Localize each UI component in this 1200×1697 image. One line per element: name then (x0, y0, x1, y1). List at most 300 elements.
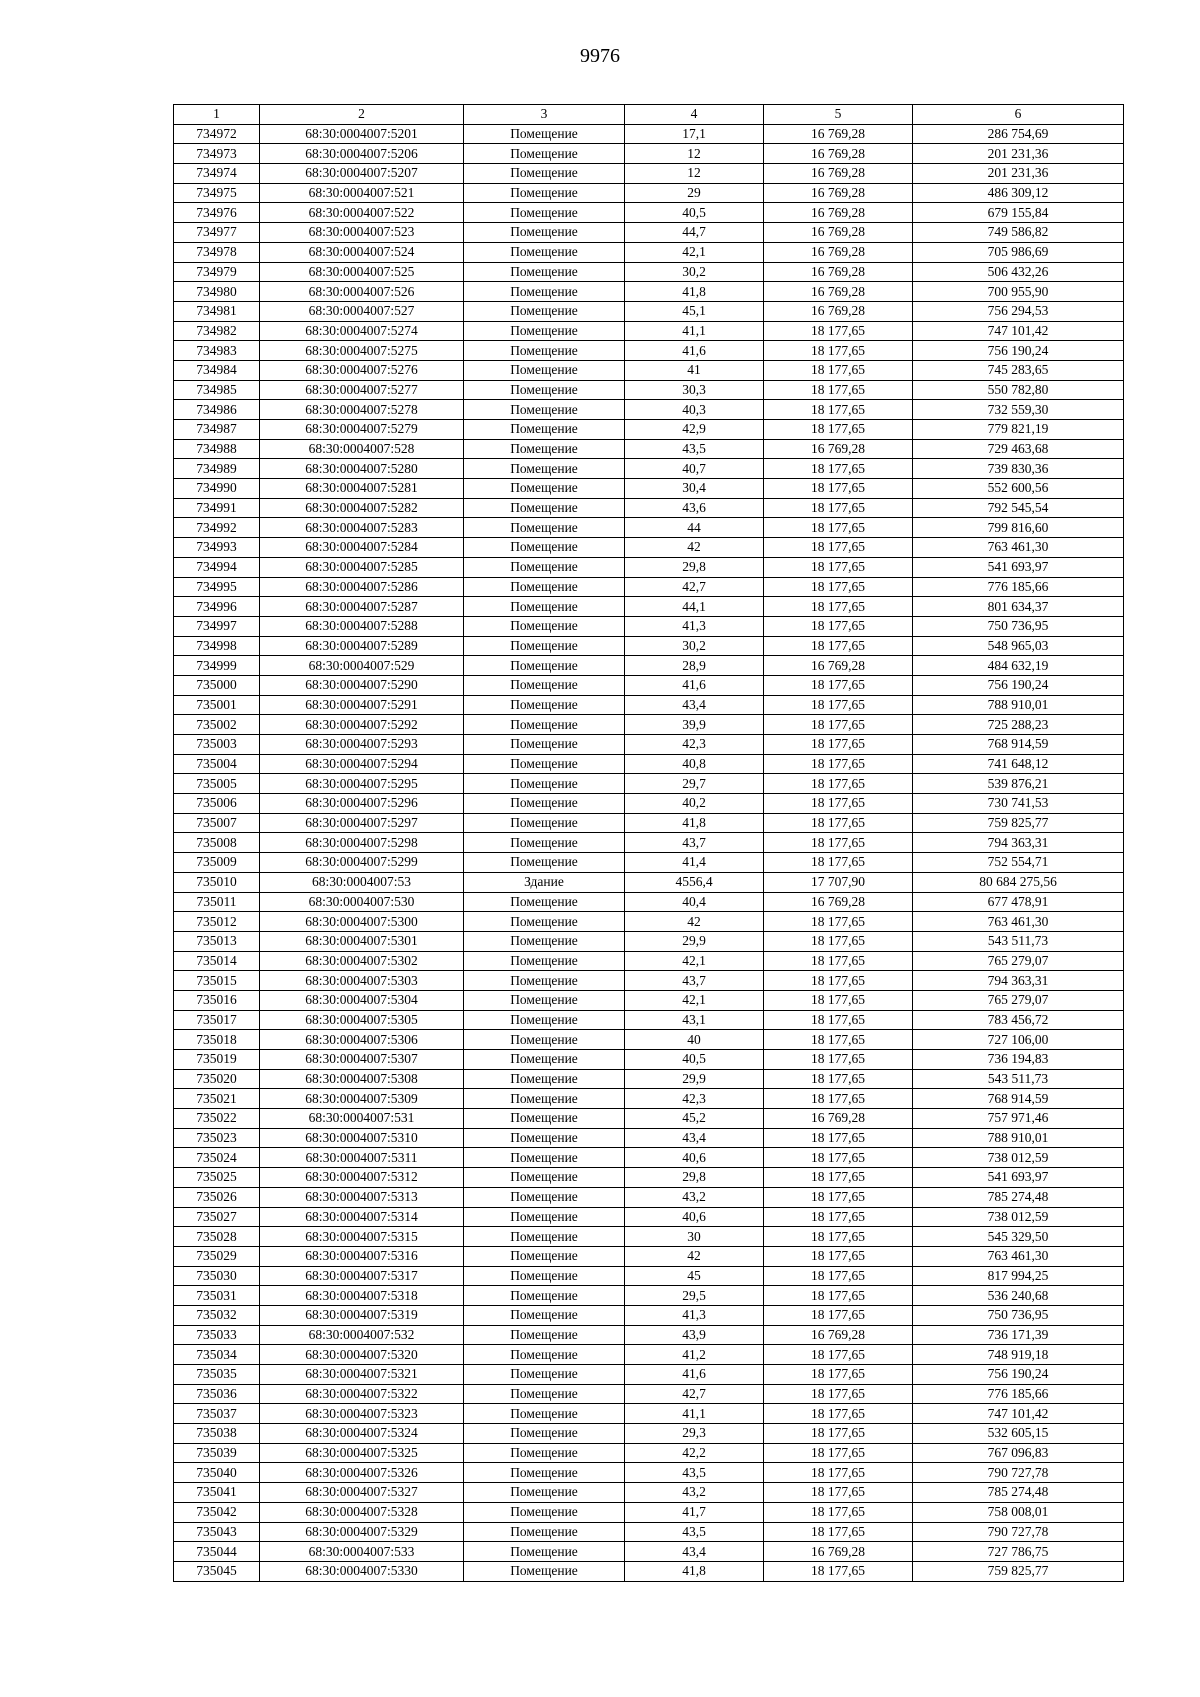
cell-specific-value: 18 177,65 (764, 518, 913, 538)
cell-specific-value: 18 177,65 (764, 813, 913, 833)
cell-specific-value: 18 177,65 (764, 1404, 913, 1424)
table-row (174, 203, 1124, 223)
cell-cadastral-value: 700 955,90 (913, 282, 1124, 302)
cell-specific-value: 18 177,65 (764, 1365, 913, 1385)
column-header: 3 (464, 105, 625, 125)
cell-cadastral-number: 68:30:0004007:5322 (260, 1384, 464, 1404)
cell-object-type: Помещение (464, 1168, 625, 1188)
cell-object-type: Помещение (464, 164, 625, 184)
cell-area: 29,3 (625, 1424, 764, 1444)
cell-area: 41 (625, 360, 764, 380)
cell-cadastral-value: 788 910,01 (913, 695, 1124, 715)
cell-specific-value: 16 769,28 (764, 1325, 913, 1345)
cell-cadastral-value: 776 185,66 (913, 577, 1124, 597)
cell-specific-value: 18 177,65 (764, 1345, 913, 1365)
cell-specific-value: 18 177,65 (764, 616, 913, 636)
cell-cadastral-number: 68:30:0004007:521 (260, 183, 464, 203)
cell-area: 41,6 (625, 1365, 764, 1385)
cell-object-type: Помещение (464, 1207, 625, 1227)
cell-specific-value: 18 177,65 (764, 1050, 913, 1070)
cell-specific-value: 18 177,65 (764, 1089, 913, 1109)
cell-number: 735005 (174, 774, 260, 794)
cell-area: 43,1 (625, 1010, 764, 1030)
cell-area: 42 (625, 1246, 764, 1266)
cell-area: 41,2 (625, 1345, 764, 1365)
page-number: 9976 (580, 45, 620, 67)
cell-specific-value: 18 177,65 (764, 990, 913, 1010)
cell-object-type: Помещение (464, 242, 625, 262)
cell-number: 735018 (174, 1030, 260, 1050)
cell-cadastral-value: 790 727,78 (913, 1463, 1124, 1483)
cell-cadastral-number: 68:30:0004007:5318 (260, 1286, 464, 1306)
cell-cadastral-number: 68:30:0004007:5301 (260, 931, 464, 951)
cell-cadastral-value: 736 171,39 (913, 1325, 1124, 1345)
cell-cadastral-value: 201 231,36 (913, 164, 1124, 184)
cell-number: 735006 (174, 794, 260, 814)
cell-number: 735009 (174, 853, 260, 873)
table-row (174, 931, 1124, 951)
cell-object-type: Помещение (464, 1502, 625, 1522)
table-row (174, 479, 1124, 499)
table-row (174, 695, 1124, 715)
cell-object-type: Помещение (464, 183, 625, 203)
table-row (174, 853, 1124, 873)
cell-number: 735042 (174, 1502, 260, 1522)
column-header: 5 (764, 105, 913, 125)
table-row (174, 1522, 1124, 1542)
cell-number: 734994 (174, 557, 260, 577)
cell-cadastral-value: 729 463,68 (913, 439, 1124, 459)
cell-cadastral-value: 776 185,66 (913, 1384, 1124, 1404)
cell-cadastral-number: 68:30:0004007:5323 (260, 1404, 464, 1424)
cell-cadastral-value: 763 461,30 (913, 912, 1124, 932)
table-row (174, 1148, 1124, 1168)
cell-cadastral-number: 68:30:0004007:529 (260, 656, 464, 676)
table-row (174, 872, 1124, 892)
cell-cadastral-number: 68:30:0004007:5289 (260, 636, 464, 656)
cell-specific-value: 16 769,28 (764, 262, 913, 282)
cell-object-type: Помещение (464, 990, 625, 1010)
table-row (174, 164, 1124, 184)
cell-area: 30,4 (625, 479, 764, 499)
cell-specific-value: 18 177,65 (764, 1522, 913, 1542)
table-row (174, 1443, 1124, 1463)
cell-cadastral-number: 68:30:0004007:5278 (260, 400, 464, 420)
cell-number: 735038 (174, 1424, 260, 1444)
cell-object-type: Помещение (464, 1030, 625, 1050)
cell-area: 41,4 (625, 853, 764, 873)
table-row (174, 262, 1124, 282)
cell-specific-value: 18 177,65 (764, 931, 913, 951)
cell-object-type: Помещение (464, 1089, 625, 1109)
cell-object-type: Помещение (464, 695, 625, 715)
cell-cadastral-number: 68:30:0004007:524 (260, 242, 464, 262)
cell-object-type: Помещение (464, 1305, 625, 1325)
cell-area: 43,4 (625, 1128, 764, 1148)
cell-cadastral-number: 68:30:0004007:5279 (260, 420, 464, 440)
cell-number: 735007 (174, 813, 260, 833)
table-row (174, 636, 1124, 656)
cell-specific-value: 18 177,65 (764, 1266, 913, 1286)
table-row (174, 1207, 1124, 1227)
cell-cadastral-number: 68:30:0004007:5306 (260, 1030, 464, 1050)
table-row (174, 1010, 1124, 1030)
cell-number: 735032 (174, 1305, 260, 1325)
cell-object-type: Помещение (464, 1128, 625, 1148)
cell-cadastral-number: 68:30:0004007:5286 (260, 577, 464, 597)
cell-number: 735036 (174, 1384, 260, 1404)
cell-number: 735040 (174, 1463, 260, 1483)
cell-cadastral-value: 817 994,25 (913, 1266, 1124, 1286)
cell-area: 42,1 (625, 242, 764, 262)
cell-specific-value: 18 177,65 (764, 380, 913, 400)
cell-cadastral-number: 68:30:0004007:5315 (260, 1227, 464, 1247)
cell-cadastral-value: 749 586,82 (913, 223, 1124, 243)
cell-area: 30 (625, 1227, 764, 1247)
cell-cadastral-number: 68:30:0004007:5325 (260, 1443, 464, 1463)
table-row (174, 282, 1124, 302)
cell-cadastral-number: 68:30:0004007:5329 (260, 1522, 464, 1542)
table-row (174, 951, 1124, 971)
cell-cadastral-value: 756 190,24 (913, 1365, 1124, 1385)
cell-specific-value: 17 707,90 (764, 872, 913, 892)
cell-cadastral-number: 68:30:0004007:530 (260, 892, 464, 912)
cell-area: 42,3 (625, 1089, 764, 1109)
cell-specific-value: 18 177,65 (764, 794, 913, 814)
cell-cadastral-value: 788 910,01 (913, 1128, 1124, 1148)
cell-area: 40,5 (625, 1050, 764, 1070)
cell-cadastral-number: 68:30:0004007:5293 (260, 735, 464, 755)
cell-cadastral-value: 757 971,46 (913, 1109, 1124, 1129)
cell-cadastral-value: 736 194,83 (913, 1050, 1124, 1070)
cell-object-type: Помещение (464, 203, 625, 223)
cell-cadastral-value: 765 279,07 (913, 990, 1124, 1010)
cell-cadastral-value: 741 648,12 (913, 754, 1124, 774)
cell-specific-value: 18 177,65 (764, 1384, 913, 1404)
cell-area: 42,1 (625, 951, 764, 971)
table-row (174, 420, 1124, 440)
cell-cadastral-number: 68:30:0004007:5311 (260, 1148, 464, 1168)
cell-number: 734992 (174, 518, 260, 538)
cell-area: 29,8 (625, 1168, 764, 1188)
table-row (174, 1246, 1124, 1266)
cell-area: 40,5 (625, 203, 764, 223)
column-header: 2 (260, 105, 464, 125)
cell-area: 41,6 (625, 675, 764, 695)
cell-number: 734990 (174, 479, 260, 499)
cell-cadastral-number: 68:30:0004007:5281 (260, 479, 464, 499)
cell-object-type: Помещение (464, 1561, 625, 1581)
cell-area: 43,7 (625, 971, 764, 991)
table-row (174, 223, 1124, 243)
cell-cadastral-number: 68:30:0004007:526 (260, 282, 464, 302)
cell-specific-value: 18 177,65 (764, 360, 913, 380)
cell-number: 735001 (174, 695, 260, 715)
cell-specific-value: 18 177,65 (764, 321, 913, 341)
cell-cadastral-number: 68:30:0004007:5304 (260, 990, 464, 1010)
table-row (174, 1325, 1124, 1345)
cell-number: 735045 (174, 1561, 260, 1581)
cell-number: 734999 (174, 656, 260, 676)
cell-area: 44 (625, 518, 764, 538)
cell-area: 41,8 (625, 282, 764, 302)
table-row (174, 242, 1124, 262)
cell-area: 41,3 (625, 616, 764, 636)
cell-object-type: Помещение (464, 1483, 625, 1503)
cell-object-type: Помещение (464, 1050, 625, 1070)
cell-object-type: Помещение (464, 577, 625, 597)
cell-cadastral-value: 543 511,73 (913, 931, 1124, 951)
cell-specific-value: 18 177,65 (764, 1286, 913, 1306)
cell-number: 735003 (174, 735, 260, 755)
cell-specific-value: 18 177,65 (764, 557, 913, 577)
cell-area: 29,7 (625, 774, 764, 794)
table-row (174, 360, 1124, 380)
cell-number: 734975 (174, 183, 260, 203)
cell-cadastral-number: 68:30:0004007:5302 (260, 951, 464, 971)
cell-cadastral-number: 68:30:0004007:5321 (260, 1365, 464, 1385)
cell-object-type: Помещение (464, 538, 625, 558)
cell-cadastral-number: 68:30:0004007:525 (260, 262, 464, 282)
cell-object-type: Помещение (464, 1365, 625, 1385)
cell-specific-value: 18 177,65 (764, 597, 913, 617)
cell-specific-value: 18 177,65 (764, 498, 913, 518)
cell-object-type: Помещение (464, 282, 625, 302)
table-row (174, 794, 1124, 814)
cell-cadastral-value: 747 101,42 (913, 1404, 1124, 1424)
cell-specific-value: 18 177,65 (764, 1010, 913, 1030)
cell-area: 40,4 (625, 892, 764, 912)
cell-cadastral-number: 68:30:0004007:5310 (260, 1128, 464, 1148)
table-row (174, 774, 1124, 794)
cell-cadastral-number: 68:30:0004007:5303 (260, 971, 464, 991)
cell-number: 735019 (174, 1050, 260, 1070)
cell-area: 42,2 (625, 1443, 764, 1463)
cell-cadastral-value: 794 363,31 (913, 971, 1124, 991)
cell-area: 42,7 (625, 577, 764, 597)
cell-cadastral-number: 68:30:0004007:5275 (260, 341, 464, 361)
cell-cadastral-value: 750 736,95 (913, 1305, 1124, 1325)
cell-cadastral-value: 727 106,00 (913, 1030, 1124, 1050)
table-row (174, 616, 1124, 636)
cell-object-type: Помещение (464, 1404, 625, 1424)
cell-object-type: Помещение (464, 1384, 625, 1404)
cell-cadastral-value: 768 914,59 (913, 1089, 1124, 1109)
cell-cadastral-value: 730 741,53 (913, 794, 1124, 814)
cell-cadastral-number: 68:30:0004007:532 (260, 1325, 464, 1345)
cell-specific-value: 18 177,65 (764, 1168, 913, 1188)
cell-area: 41,7 (625, 1502, 764, 1522)
table-row (174, 1109, 1124, 1129)
cell-specific-value: 16 769,28 (764, 124, 913, 144)
cell-object-type: Помещение (464, 360, 625, 380)
cell-area: 45,2 (625, 1109, 764, 1129)
cell-object-type: Помещение (464, 420, 625, 440)
cell-cadastral-value: 747 101,42 (913, 321, 1124, 341)
cell-area: 42 (625, 538, 764, 558)
cell-cadastral-number: 68:30:0004007:5328 (260, 1502, 464, 1522)
cell-cadastral-number: 68:30:0004007:523 (260, 223, 464, 243)
cell-area: 43,4 (625, 695, 764, 715)
cell-object-type: Помещение (464, 144, 625, 164)
cell-cadastral-value: 790 727,78 (913, 1522, 1124, 1542)
cell-number: 734997 (174, 616, 260, 636)
cell-number: 734993 (174, 538, 260, 558)
table-row (174, 1266, 1124, 1286)
table-row (174, 144, 1124, 164)
cell-cadastral-value: 543 511,73 (913, 1069, 1124, 1089)
cell-area: 40,6 (625, 1148, 764, 1168)
cell-object-type: Помещение (464, 439, 625, 459)
cell-specific-value: 18 177,65 (764, 400, 913, 420)
table-row (174, 675, 1124, 695)
cell-specific-value: 18 177,65 (764, 1424, 913, 1444)
cell-area: 28,9 (625, 656, 764, 676)
cell-cadastral-value: 765 279,07 (913, 951, 1124, 971)
cell-specific-value: 18 177,65 (764, 420, 913, 440)
cell-cadastral-value: 727 786,75 (913, 1542, 1124, 1562)
cell-number: 734988 (174, 439, 260, 459)
cell-number: 735028 (174, 1227, 260, 1247)
cell-object-type: Помещение (464, 557, 625, 577)
cell-area: 29 (625, 183, 764, 203)
cell-object-type: Помещение (464, 675, 625, 695)
cell-object-type: Помещение (464, 124, 625, 144)
cell-object-type: Помещение (464, 1443, 625, 1463)
cell-object-type: Помещение (464, 321, 625, 341)
cell-area: 41,8 (625, 813, 764, 833)
cell-number: 734978 (174, 242, 260, 262)
cell-number: 734973 (174, 144, 260, 164)
cell-number: 734974 (174, 164, 260, 184)
cell-cadastral-value: 785 274,48 (913, 1483, 1124, 1503)
cell-cadastral-number: 68:30:0004007:5300 (260, 912, 464, 932)
cell-cadastral-number: 68:30:0004007:5280 (260, 459, 464, 479)
cell-specific-value: 18 177,65 (764, 1148, 913, 1168)
cell-cadastral-number: 68:30:0004007:527 (260, 301, 464, 321)
cell-specific-value: 16 769,28 (764, 892, 913, 912)
cell-object-type: Помещение (464, 1246, 625, 1266)
cell-specific-value: 18 177,65 (764, 1305, 913, 1325)
cell-area: 30,3 (625, 380, 764, 400)
cell-cadastral-number: 68:30:0004007:5305 (260, 1010, 464, 1030)
cell-number: 734996 (174, 597, 260, 617)
cell-cadastral-number: 68:30:0004007:5326 (260, 1463, 464, 1483)
cell-object-type: Здание (464, 872, 625, 892)
cell-number: 734972 (174, 124, 260, 144)
cell-cadastral-value: 545 329,50 (913, 1227, 1124, 1247)
cell-cadastral-value: 763 461,30 (913, 538, 1124, 558)
cell-cadastral-value: 705 986,69 (913, 242, 1124, 262)
cell-number: 735044 (174, 1542, 260, 1562)
cell-area: 43,7 (625, 833, 764, 853)
cell-cadastral-number: 68:30:0004007:5324 (260, 1424, 464, 1444)
cell-cadastral-value: 679 155,84 (913, 203, 1124, 223)
cell-cadastral-number: 68:30:0004007:5284 (260, 538, 464, 558)
table-row (174, 341, 1124, 361)
cell-area: 40,3 (625, 400, 764, 420)
cell-object-type: Помещение (464, 853, 625, 873)
cell-cadastral-number: 68:30:0004007:5309 (260, 1089, 464, 1109)
table-row (174, 1069, 1124, 1089)
cell-area: 40,7 (625, 459, 764, 479)
cell-specific-value: 16 769,28 (764, 203, 913, 223)
cell-number: 735025 (174, 1168, 260, 1188)
cell-object-type: Помещение (464, 1424, 625, 1444)
cell-object-type: Помещение (464, 1345, 625, 1365)
cell-cadastral-number: 68:30:0004007:533 (260, 1542, 464, 1562)
cell-object-type: Помещение (464, 1227, 625, 1247)
cell-object-type: Помещение (464, 951, 625, 971)
cell-cadastral-number: 68:30:0004007:5296 (260, 794, 464, 814)
cell-specific-value: 18 177,65 (764, 538, 913, 558)
table-row (174, 912, 1124, 932)
cell-specific-value: 18 177,65 (764, 1030, 913, 1050)
table-row (174, 400, 1124, 420)
cell-specific-value: 18 177,65 (764, 577, 913, 597)
cell-number: 735022 (174, 1109, 260, 1129)
cell-number: 734980 (174, 282, 260, 302)
cell-object-type: Помещение (464, 931, 625, 951)
cell-specific-value: 18 177,65 (764, 754, 913, 774)
cell-specific-value: 18 177,65 (764, 853, 913, 873)
cell-specific-value: 16 769,28 (764, 1542, 913, 1562)
cell-cadastral-value: 756 190,24 (913, 341, 1124, 361)
cell-area: 29,5 (625, 1286, 764, 1306)
cell-object-type: Помещение (464, 774, 625, 794)
cell-number: 735037 (174, 1404, 260, 1424)
table-body (174, 124, 1124, 1581)
cell-object-type: Помещение (464, 1109, 625, 1129)
cell-cadastral-number: 68:30:0004007:5282 (260, 498, 464, 518)
cell-specific-value: 18 177,65 (764, 951, 913, 971)
cell-cadastral-value: 779 821,19 (913, 420, 1124, 440)
cell-object-type: Помещение (464, 971, 625, 991)
cell-area: 12 (625, 164, 764, 184)
cell-cadastral-value: 750 736,95 (913, 616, 1124, 636)
cell-object-type: Помещение (464, 1286, 625, 1306)
cell-specific-value: 16 769,28 (764, 164, 913, 184)
cell-object-type: Помещение (464, 459, 625, 479)
table-row (174, 124, 1124, 144)
cell-object-type: Помещение (464, 518, 625, 538)
cell-cadastral-value: 799 816,60 (913, 518, 1124, 538)
cell-specific-value: 18 177,65 (764, 675, 913, 695)
cell-specific-value: 16 769,28 (764, 183, 913, 203)
cell-area: 41,3 (625, 1305, 764, 1325)
cell-cadastral-value: 794 363,31 (913, 833, 1124, 853)
cell-number: 735015 (174, 971, 260, 991)
cell-cadastral-number: 68:30:0004007:5312 (260, 1168, 464, 1188)
cell-number: 735020 (174, 1069, 260, 1089)
table-row (174, 1502, 1124, 1522)
cell-specific-value: 18 177,65 (764, 1069, 913, 1089)
cell-specific-value: 16 769,28 (764, 656, 913, 676)
cell-area: 43,6 (625, 498, 764, 518)
cell-cadastral-value: 286 754,69 (913, 124, 1124, 144)
table-row (174, 459, 1124, 479)
cell-specific-value: 18 177,65 (764, 774, 913, 794)
cell-area: 40 (625, 1030, 764, 1050)
cell-cadastral-number: 68:30:0004007:5308 (260, 1069, 464, 1089)
table-row (174, 892, 1124, 912)
cell-cadastral-value: 768 914,59 (913, 735, 1124, 755)
cell-cadastral-number: 68:30:0004007:5292 (260, 715, 464, 735)
cell-cadastral-number: 68:30:0004007:5283 (260, 518, 464, 538)
cell-area: 17,1 (625, 124, 764, 144)
cell-object-type: Помещение (464, 754, 625, 774)
cell-cadastral-number: 68:30:0004007:5297 (260, 813, 464, 833)
